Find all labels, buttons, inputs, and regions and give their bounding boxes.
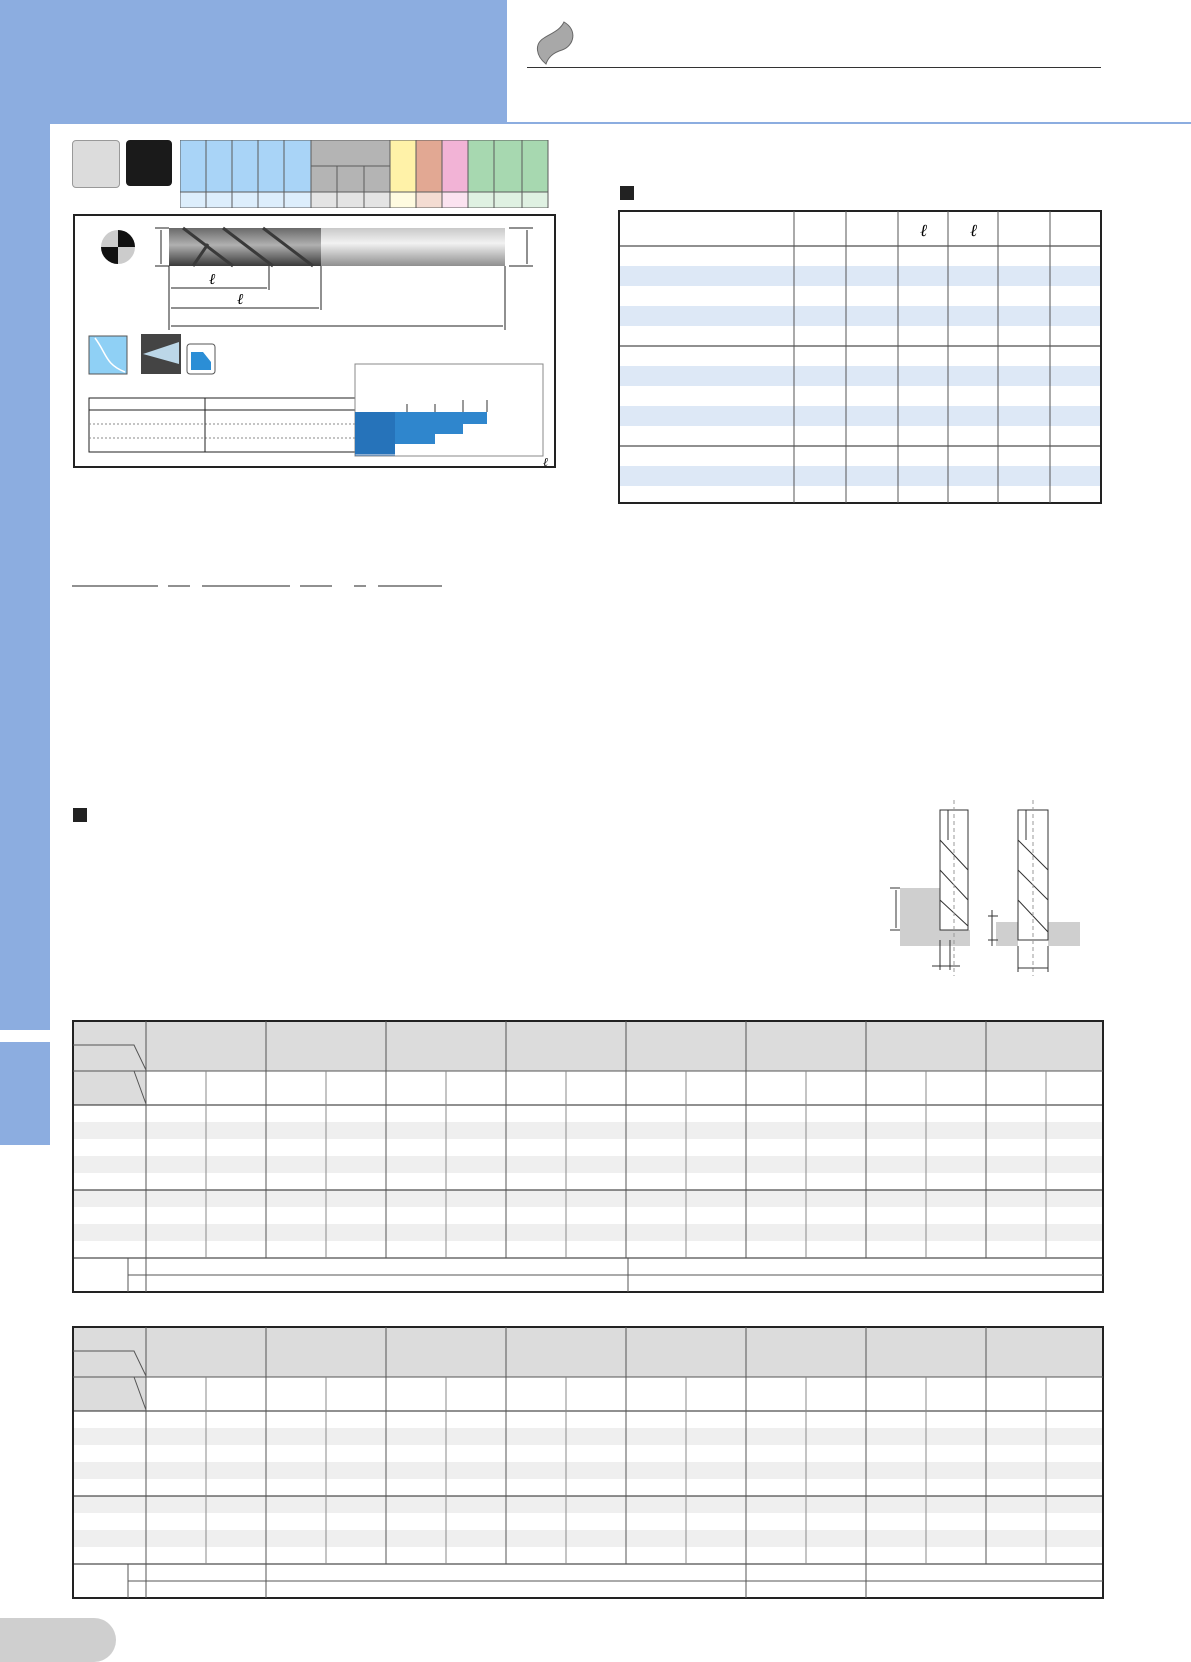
spec-row-stripe (619, 406, 1101, 426)
spec-col-neck-length: ℓ (970, 221, 978, 240)
table-row-stripe (73, 1496, 1103, 1513)
page-title (590, 24, 1090, 56)
table-row-stripe (73, 1122, 1103, 1139)
flute-length-label: ℓ (209, 272, 216, 288)
tool-diagram (73, 214, 557, 470)
chart-axis-label: ℓ (543, 455, 548, 469)
helix-icon (89, 336, 127, 374)
table-row-stripe (73, 1428, 1103, 1445)
table-row-stripe (73, 1462, 1103, 1479)
header-banner (0, 0, 507, 124)
cutting-section-marker (73, 808, 87, 822)
material-suitability-grid (180, 140, 552, 208)
table-row-stripe (73, 1190, 1103, 1207)
neck-length-label: ℓ (237, 292, 244, 308)
table-row-stripe (73, 1224, 1103, 1241)
header-rule (507, 122, 1191, 124)
side-strip (0, 124, 50, 1030)
spec-row-stripe (619, 306, 1101, 326)
spec-table (618, 210, 1102, 506)
page-number-tab (0, 1618, 116, 1662)
spec-row-stripe (619, 466, 1101, 486)
coating-badge-light (72, 140, 120, 188)
spec-row-stripe (619, 266, 1101, 286)
table-row-stripe (73, 1530, 1103, 1547)
code-underline-strip (72, 584, 452, 590)
spec-col-flute-length: ℓ (920, 221, 928, 240)
cutting-conditions-table-2 (72, 1326, 1104, 1604)
end-view-icon (101, 230, 135, 264)
brand-logo-icon (534, 20, 578, 66)
table-row-stripe (73, 1156, 1103, 1173)
coating-badge-dark (126, 140, 172, 186)
machining-diagram (888, 800, 1084, 980)
spec-row-stripe (619, 366, 1101, 386)
cutting-conditions-table-1 (72, 1020, 1104, 1294)
spec-section-marker (620, 186, 634, 200)
side-index-tab[interactable] (0, 1042, 50, 1145)
title-underline (527, 67, 1101, 68)
